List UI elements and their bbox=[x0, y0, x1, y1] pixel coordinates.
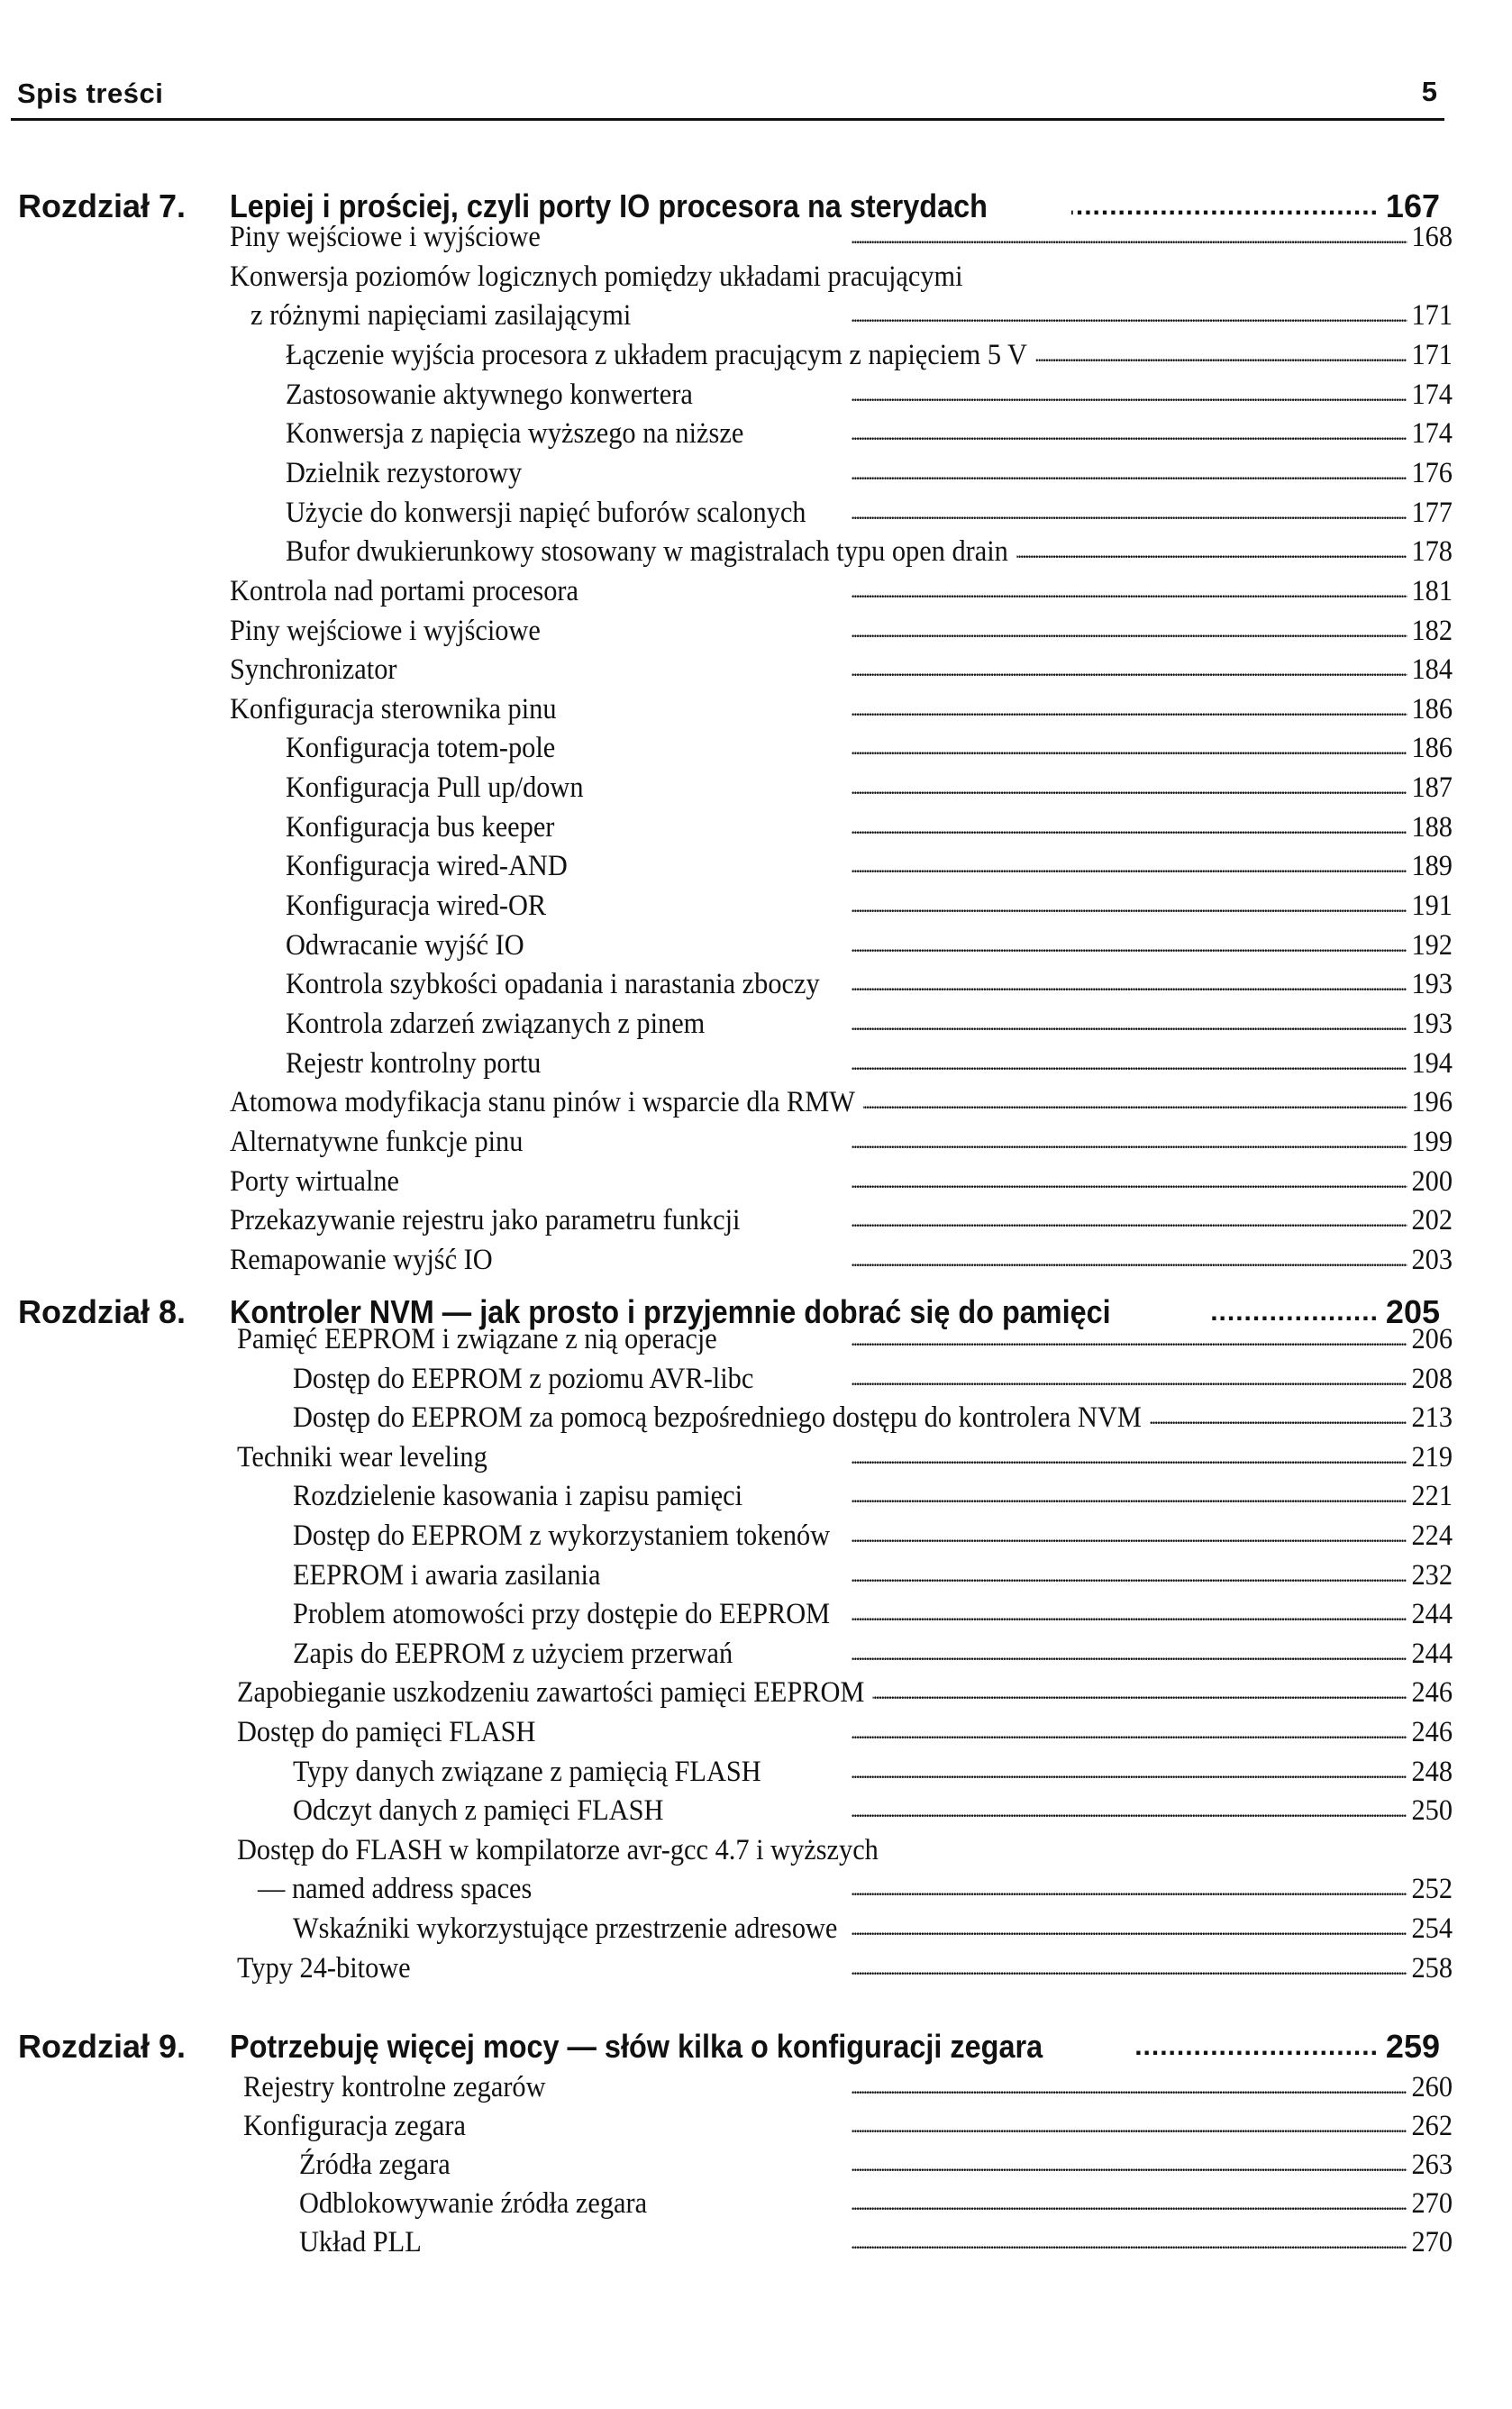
entry-title: Typy 24-bitowe bbox=[237, 1951, 411, 1985]
dot-leader bbox=[550, 1045, 1407, 1081]
dot-leader bbox=[530, 455, 1407, 491]
entry-title: Kontrola zdarzeń związanych z pinem bbox=[286, 1008, 706, 1040]
dot-leader bbox=[549, 219, 1407, 255]
entry-title: Dostęp do EEPROM z poziomu AVR-libc bbox=[293, 1362, 754, 1395]
entry-page-number: 260 bbox=[1411, 2071, 1453, 2103]
entry-page-number: 174 bbox=[1411, 417, 1453, 451]
entry-page-number: 174 bbox=[1411, 378, 1453, 411]
toc-subentry[interactable] bbox=[293, 1907, 1453, 1947]
toc-subentry[interactable] bbox=[286, 884, 1453, 924]
entry-title: Odblokowywanie źródła zegara bbox=[299, 2187, 648, 2220]
dot-leader bbox=[405, 652, 1407, 688]
dot-leader bbox=[501, 1242, 1407, 1278]
toc-entry[interactable] bbox=[230, 688, 1453, 727]
entry-title: Problem atomowości przy dostępie do EEPROM bbox=[293, 1598, 831, 1631]
toc-entry[interactable] bbox=[237, 1711, 1453, 1750]
toc-entry[interactable] bbox=[230, 609, 1453, 649]
toc-subentry[interactable] bbox=[293, 1789, 1453, 1829]
entry-page-number: 250 bbox=[1411, 1794, 1453, 1828]
dot-leader bbox=[430, 2224, 1407, 2260]
entry-title: Techniki wear leveling bbox=[237, 1440, 487, 1474]
toc-entry[interactable] bbox=[230, 1081, 1453, 1120]
toc-subentry[interactable] bbox=[286, 844, 1453, 884]
entry-page-number: 171 bbox=[1411, 338, 1453, 371]
toc-entry[interactable] bbox=[243, 2066, 1453, 2105]
entry-title: Odwracanie wyjść IO bbox=[286, 928, 524, 962]
toc-subentry[interactable] bbox=[286, 1002, 1453, 1042]
entry-page-number: 203 bbox=[1411, 1243, 1453, 1276]
toc-entry[interactable] bbox=[230, 1238, 1453, 1278]
entry-title: Atomowa modyfikacja stanu pinów i wsparcie dla RMW bbox=[230, 1086, 855, 1119]
entry-title: Dostęp do EEPROM z wykorzystaniem tokenów bbox=[293, 1519, 831, 1552]
dot-leader bbox=[713, 1006, 1406, 1042]
toc-entry[interactable] bbox=[230, 570, 1453, 609]
entry-title: Konfiguracja zegara bbox=[243, 2110, 466, 2142]
toc-subentry[interactable] bbox=[286, 963, 1453, 1002]
entry-title: Piny wejściowe i wyjściowe bbox=[230, 614, 541, 647]
toc-subentry[interactable] bbox=[286, 806, 1453, 845]
dot-leader bbox=[838, 1596, 1407, 1632]
entry-title: Konfiguracja wired-OR bbox=[286, 890, 547, 923]
entry-title: Remapowanie wyjść IO bbox=[230, 1243, 493, 1276]
entry-title: Przekazywanie rejestru jako parametru funkcji bbox=[230, 1204, 741, 1237]
entry-page-number: 176 bbox=[1411, 456, 1453, 489]
toc-subentry[interactable] bbox=[299, 2143, 1453, 2183]
entry-page-number: 224 bbox=[1411, 1519, 1453, 1552]
dot-leader bbox=[749, 1202, 1407, 1238]
dot-leader bbox=[554, 888, 1407, 924]
toc-subentry[interactable] bbox=[293, 1474, 1453, 1514]
entry-page-number: 270 bbox=[1411, 2187, 1453, 2220]
dot-leader bbox=[725, 1321, 1407, 1357]
dot-leader bbox=[640, 297, 1407, 333]
chapter-page-number: 259 bbox=[1385, 2028, 1440, 2065]
dot-leader bbox=[544, 1714, 1407, 1750]
toc-subentry[interactable] bbox=[286, 924, 1453, 963]
toc-subentry[interactable] bbox=[286, 766, 1453, 806]
entry-title: Zapobieganie uszkodzeniu zawartości pamięci EEPROM bbox=[237, 1676, 865, 1710]
entry-title: Łączenie wyjścia procesora z układem pracującym z napięciem 5 V bbox=[286, 338, 1027, 371]
toc-subentry[interactable] bbox=[293, 1592, 1453, 1632]
entry-page-number: 192 bbox=[1411, 928, 1453, 962]
entry-page-number: 186 bbox=[1411, 692, 1453, 725]
toc-entry[interactable] bbox=[230, 648, 1453, 688]
entry-page-number: 191 bbox=[1411, 890, 1453, 923]
entry-page-number: 187 bbox=[1411, 771, 1453, 805]
toc-subentry[interactable] bbox=[286, 726, 1453, 766]
entry-title: z różnymi napięciami zasilającymi bbox=[250, 299, 632, 333]
entry-title: Wskaźniki wykorzystujące przestrzenie adresowe bbox=[293, 1912, 838, 1945]
dot-leader bbox=[770, 1754, 1407, 1790]
dot-leader bbox=[541, 1871, 1407, 1907]
toc-subentry[interactable] bbox=[299, 2221, 1453, 2260]
dot-leader bbox=[815, 495, 1407, 531]
entry-title: Zapis do EEPROM z użyciem przerwań bbox=[293, 1637, 733, 1670]
entry-page-number: 171 bbox=[1411, 299, 1453, 333]
chapter-title-line bbox=[230, 2027, 1440, 2067]
toc-entry[interactable] bbox=[258, 1867, 1453, 1907]
entry-page-number: 177 bbox=[1411, 496, 1453, 529]
dot-leader bbox=[1016, 534, 1407, 570]
chapter-page-number: 205 bbox=[1385, 1293, 1440, 1330]
dot-leader bbox=[846, 1911, 1407, 1947]
entry-title: EEPROM i awaria zasilania bbox=[293, 1558, 601, 1592]
toc-subentry[interactable] bbox=[293, 1396, 1453, 1436]
chapter-page-number: 167 bbox=[1385, 187, 1440, 224]
toc-subentry[interactable] bbox=[286, 333, 1453, 373]
toc-subentry[interactable] bbox=[293, 1554, 1453, 1593]
dot-leader bbox=[565, 691, 1407, 727]
toc-entry[interactable] bbox=[243, 2104, 1453, 2144]
chapter-label: Rozdział 7. bbox=[18, 187, 187, 224]
entry-page-number: 219 bbox=[1411, 1440, 1453, 1474]
dot-leader bbox=[828, 966, 1407, 1002]
toc-entry[interactable] bbox=[237, 1436, 1453, 1475]
entry-title: — named address spaces bbox=[258, 1873, 533, 1906]
entry-page-number: 232 bbox=[1411, 1558, 1453, 1592]
entry-page-number: 202 bbox=[1411, 1204, 1453, 1237]
toc-subentry[interactable] bbox=[293, 1514, 1453, 1554]
toc-entry[interactable] bbox=[250, 294, 1453, 333]
entry-title: Typy danych związane z pamięcią FLASH bbox=[293, 1755, 761, 1788]
entry-title: Pamięć EEPROM i związane z nią operacje bbox=[237, 1323, 717, 1355]
entry-page-number: 181 bbox=[1411, 574, 1453, 607]
entry-title: Konfiguracja bus keeper bbox=[286, 810, 555, 844]
toc-subentry[interactable] bbox=[286, 412, 1453, 452]
entry-page-number: 270 bbox=[1411, 2226, 1453, 2258]
dot-leader bbox=[701, 377, 1407, 413]
toc-subentry[interactable] bbox=[286, 491, 1453, 531]
entry-title: Konfiguracja wired-AND bbox=[286, 850, 568, 883]
entry-page-number: 263 bbox=[1411, 2149, 1453, 2181]
entry-page-number: 178 bbox=[1411, 535, 1453, 569]
dot-leader bbox=[741, 1636, 1407, 1672]
entry-page-number: 188 bbox=[1411, 810, 1453, 844]
dot-leader bbox=[752, 415, 1407, 452]
page-number: 5 bbox=[1421, 76, 1437, 107]
entry-title: Piny wejściowe i wyjściowe bbox=[230, 221, 541, 253]
entry-title: Kontrola szybkości opadania i narastania zboczy bbox=[286, 968, 820, 1001]
entry-title: Dostęp do pamięci FLASH bbox=[237, 1716, 536, 1748]
dot-leader bbox=[407, 1163, 1407, 1200]
dot-leader bbox=[419, 1950, 1407, 1986]
entry-page-number: 186 bbox=[1411, 732, 1453, 765]
dot-leader bbox=[751, 1478, 1407, 1514]
entry-title: Dostęp do EEPROM za pomocą bezpośredniego dostępu do kontrolera NVM bbox=[293, 1401, 1142, 1435]
dot-leader bbox=[1035, 337, 1407, 373]
entry-title: Rejestry kontrolne zegarów bbox=[243, 2071, 546, 2103]
entry-title: Dostęp do FLASH w kompilatorze avr-gcc 4.7 i wyższych bbox=[237, 1833, 879, 1866]
toc-subentry[interactable] bbox=[293, 1357, 1453, 1397]
dot-leader bbox=[533, 927, 1407, 963]
dot-leader bbox=[863, 1084, 1407, 1120]
toc-entry[interactable] bbox=[230, 1199, 1453, 1238]
toc-entry[interactable] bbox=[230, 1160, 1453, 1200]
chapter-label: Rozdział 9. bbox=[18, 2028, 187, 2065]
running-header-title: Spis treści bbox=[17, 78, 164, 109]
entry-title: Odczyt danych z pamięci FLASH bbox=[293, 1794, 664, 1828]
entry-page-number: 196 bbox=[1411, 1086, 1453, 1119]
entry-title: Synchronizator bbox=[230, 653, 397, 687]
chapter-title: Lepiej i prościej, czyli porty IO procesora na sterydach bbox=[230, 187, 988, 224]
dot-leader bbox=[873, 1674, 1407, 1711]
dot-leader bbox=[459, 2147, 1407, 2183]
toc-subentry[interactable] bbox=[286, 373, 1453, 413]
entry-title: Rozdzielenie kasowania i zapisu pamięci bbox=[293, 1480, 743, 1513]
dot-leader bbox=[1133, 2027, 1379, 2067]
toc-subentry[interactable] bbox=[293, 1632, 1453, 1672]
entry-title: Konfiguracja sterownika pinu bbox=[230, 692, 557, 725]
entry-title: Konwersja z napięcia wyższego na niższe bbox=[286, 417, 744, 451]
entry-page-number: 262 bbox=[1411, 2110, 1453, 2142]
entry-page-number: 189 bbox=[1411, 850, 1453, 883]
header-rule bbox=[11, 118, 1444, 121]
entry-title: Rejestr kontrolny portu bbox=[286, 1046, 542, 1080]
dot-leader bbox=[838, 1518, 1407, 1554]
toc-entry[interactable] bbox=[230, 1120, 1453, 1160]
entry-title: Zastosowanie aktywnego konwertera bbox=[286, 378, 693, 411]
entry-page-number: 206 bbox=[1411, 1323, 1453, 1355]
dot-leader bbox=[474, 2108, 1407, 2144]
entry-title: Użycie do konwersji napięć buforów scalonych bbox=[286, 496, 806, 529]
entry-page-number: 244 bbox=[1411, 1637, 1453, 1670]
running-header bbox=[11, 74, 1444, 121]
entry-page-number: 221 bbox=[1411, 1480, 1453, 1513]
entry-title: Alternatywne funkcje pinu bbox=[230, 1125, 524, 1158]
entry-title: Konfiguracja Pull up/down bbox=[286, 771, 584, 805]
entry-page-number: 199 bbox=[1411, 1125, 1453, 1158]
entry-title: Kontrola nad portami procesora bbox=[230, 574, 578, 607]
toc-entry[interactable] bbox=[237, 1671, 1453, 1711]
dot-leader bbox=[587, 573, 1407, 609]
toc-entry[interactable] bbox=[237, 1947, 1453, 1986]
entry-title: Bufor dwukierunkowy stosowany w magistralach typu open drain bbox=[286, 535, 1008, 569]
entry-page-number: 254 bbox=[1411, 1912, 1453, 1945]
dot-leader bbox=[532, 1124, 1407, 1160]
chapter-title: Potrzebuję więcej mocy — słów kilka o konfiguracji zegara bbox=[230, 2028, 1043, 2065]
chapter-heading[interactable] bbox=[0, 2023, 1451, 2067]
entry-page-number: 184 bbox=[1411, 653, 1453, 687]
entry-page-number: 200 bbox=[1411, 1164, 1453, 1198]
entry-title: Dzielnik rezystorowy bbox=[286, 456, 523, 489]
dot-leader bbox=[549, 613, 1407, 649]
entry-page-number: 246 bbox=[1411, 1716, 1453, 1748]
dot-leader bbox=[576, 848, 1407, 884]
dot-leader bbox=[563, 809, 1407, 845]
toc-entry[interactable] bbox=[237, 1829, 1453, 1868]
entry-page-number: 168 bbox=[1411, 221, 1453, 253]
entry-page-number: 193 bbox=[1411, 1008, 1453, 1040]
entry-page-number: 258 bbox=[1411, 1951, 1453, 1985]
toc-entry[interactable] bbox=[230, 215, 1453, 255]
entry-title: Źródła zegara bbox=[299, 2149, 451, 2181]
dot-leader bbox=[672, 1793, 1407, 1829]
dot-leader bbox=[609, 1557, 1407, 1593]
chapter-title: Kontroler NVM — jak prosto i przyjemnie dobrać się do pamięci bbox=[230, 1293, 1111, 1330]
entry-page-number: 252 bbox=[1411, 1873, 1453, 1906]
entry-page-number: 244 bbox=[1411, 1598, 1453, 1631]
entry-title: Konfiguracja totem-pole bbox=[286, 732, 556, 765]
entry-page-number: 213 bbox=[1411, 1401, 1453, 1435]
entry-title: Konwersja poziomów logicznych pomiędzy układami pracującymi bbox=[230, 260, 963, 293]
dot-leader bbox=[554, 2069, 1407, 2105]
entry-page-number: 246 bbox=[1411, 1676, 1453, 1710]
toc-entry[interactable] bbox=[237, 1318, 1453, 1357]
toc-subentry[interactable] bbox=[299, 2182, 1453, 2222]
entry-page-number: 182 bbox=[1411, 614, 1453, 647]
dot-leader bbox=[1150, 1400, 1407, 1436]
dot-leader bbox=[496, 1439, 1407, 1475]
entry-title: Porty wirtualne bbox=[230, 1164, 400, 1198]
chapter-label: Rozdział 8. bbox=[18, 1293, 187, 1330]
toc-subentry[interactable] bbox=[286, 1042, 1453, 1081]
dot-leader bbox=[655, 2185, 1407, 2222]
dot-leader bbox=[592, 770, 1407, 806]
entry-page-number: 248 bbox=[1411, 1755, 1453, 1788]
toc-entry[interactable] bbox=[230, 255, 1453, 295]
toc-subentry[interactable] bbox=[286, 530, 1453, 570]
entry-title: Układ PLL bbox=[299, 2226, 422, 2258]
dot-leader bbox=[762, 1361, 1407, 1397]
toc-subentry[interactable] bbox=[293, 1750, 1453, 1790]
dot-leader bbox=[563, 730, 1406, 766]
entry-page-number: 194 bbox=[1411, 1046, 1453, 1080]
entry-page-number: 193 bbox=[1411, 968, 1453, 1001]
toc-subentry[interactable] bbox=[286, 452, 1453, 491]
entry-page-number: 208 bbox=[1411, 1362, 1453, 1395]
